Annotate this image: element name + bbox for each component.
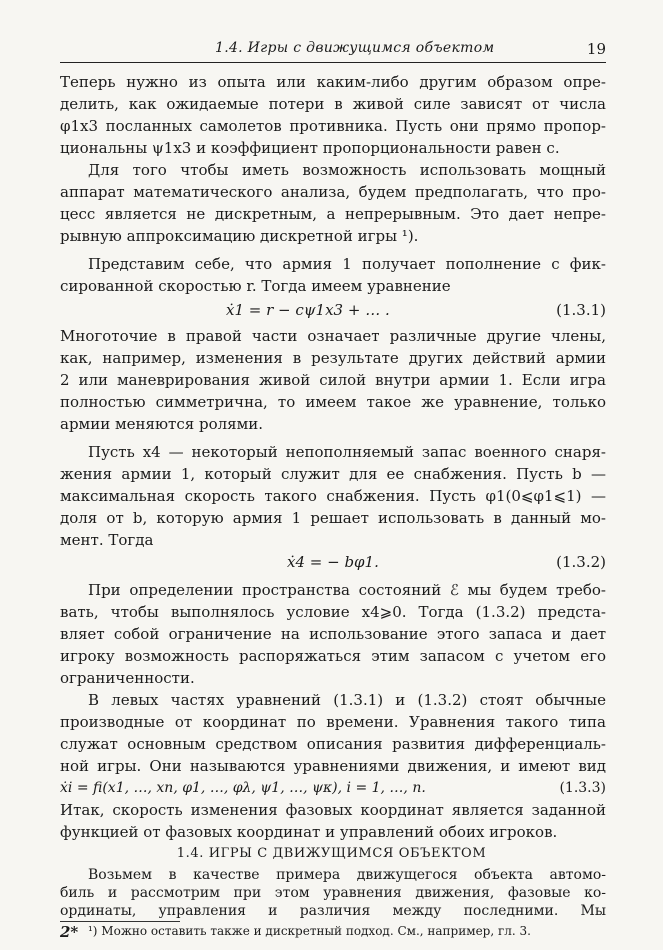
text-line: армии меняются ролями. xyxy=(60,415,264,433)
text-line: При определении пространства состояний ℰ мы будем требо- xyxy=(88,581,606,599)
footnote-rule xyxy=(60,921,180,922)
text-line: функцией от фазовых координат и управлений обоих игроков. xyxy=(60,823,558,841)
text-line: игроку возможность распоряжаться этим запасом с учетом его xyxy=(60,647,606,665)
text-line: циональны ψ1x3 и коэффициент пропорциональности равен c. xyxy=(60,139,560,157)
text-line: аппарат математического анализа, будем предполагать, что про- xyxy=(60,183,606,201)
text-line: биль и рассмотрим при этом уравнения движения, фазовые ко- xyxy=(60,885,606,901)
equation-number: (1.3.1) xyxy=(556,301,606,319)
equation-1-3-3: ẋi = fi(x1, …, xn, φ1, …, φλ, ψ1, …, ψκ), i = 1, …, n. xyxy=(60,780,426,796)
text-line: как, например, изменения в результате других действий армии xyxy=(60,349,606,367)
text-line: Для того чтобы иметь возможность использовать мощный xyxy=(88,161,606,179)
text-line: доля от b, которую армия 1 решает использовать в данный мо- xyxy=(60,509,606,527)
page-number: 19 xyxy=(586,40,606,58)
text-line: ординаты, управления и различия между последними. Мы xyxy=(60,903,606,919)
equation-1-3-1: ẋ1 = r − cψ1x3 + … . xyxy=(226,301,390,319)
text-line: Возьмем в качестве примера движущегося объекта автомо- xyxy=(88,867,606,883)
text-line: В левых частях уравнений (1.3.1) и (1.3.2) стоят обычные xyxy=(88,691,606,709)
text-line: Итак, скорость изменения фазовых координат является заданной xyxy=(60,801,606,819)
text-line: φ1x3 посланных самолетов противника. Пусть они прямо пропор- xyxy=(60,117,606,135)
text-line: Многоточие в правой части означает различные другие члены, xyxy=(60,327,606,345)
text-line: мент. Тогда xyxy=(60,531,154,549)
text-line: Представим себе, что армия 1 получает пополнение с фик- xyxy=(88,255,606,273)
text-line: делить, как ожидаемые потери в живой силе зависят от числа xyxy=(60,95,606,113)
text-line: производные от координат по времени. Уравнения такого типа xyxy=(60,713,606,731)
text-line: максимальная скорость такого снабжения. Пусть φ1(0⩽φ1⩽1) — xyxy=(60,487,606,505)
text-line: вляет собой ограничение на использование этого запаса и дает xyxy=(60,625,606,643)
text-line: сированной скоростью r. Тогда имеем уравнение xyxy=(60,277,451,295)
text-line: полностью симметрична, то имеем такое же уравнение, только xyxy=(60,393,606,411)
text-line: Пусть x4 — некоторый непополняемый запас военного снаря- xyxy=(88,443,606,461)
signature-mark: 2* xyxy=(60,923,79,941)
text-line: цесс является не дискретным, а непрерывным. Это дает непре- xyxy=(60,205,606,223)
running-title: 1.4. Игры с движущимся объектом xyxy=(215,40,495,56)
text-line: вать, чтобы выполнялось условие x4⩾0. Тогда (1.3.2) предста- xyxy=(60,603,606,621)
text-line: жения армии 1, который служит для ее снабжения. Пусть b — xyxy=(60,465,606,483)
section-title: 1.4. ИГРЫ С ДВИЖУЩИМСЯ ОБЪЕКТОМ xyxy=(176,846,487,861)
text-line: рывную аппроксимацию дискретной игры ¹). xyxy=(60,227,419,245)
text-line: ной игры. Они называются уравнениями движения, и имеют вид xyxy=(60,757,606,775)
text-line: Теперь нужно из опыта или каким-либо другим образом опре- xyxy=(60,73,606,91)
text-line: ограниченности. xyxy=(60,669,195,687)
text-line: 2 или маневрирования живой силой внутри армии 1. Если игра xyxy=(60,371,606,389)
equation-number: (1.3.3) xyxy=(559,780,606,796)
equation-1-3-2: ẋ4 = − bφ1. xyxy=(287,553,379,571)
equation-number: (1.3.2) xyxy=(556,553,606,571)
text-line: служат основным средством описания развития дифференциаль- xyxy=(60,735,606,753)
page-header xyxy=(60,38,606,63)
footnote: ¹) Можно оставить также и дискретный подход. См., например, гл. 3. xyxy=(88,924,531,938)
